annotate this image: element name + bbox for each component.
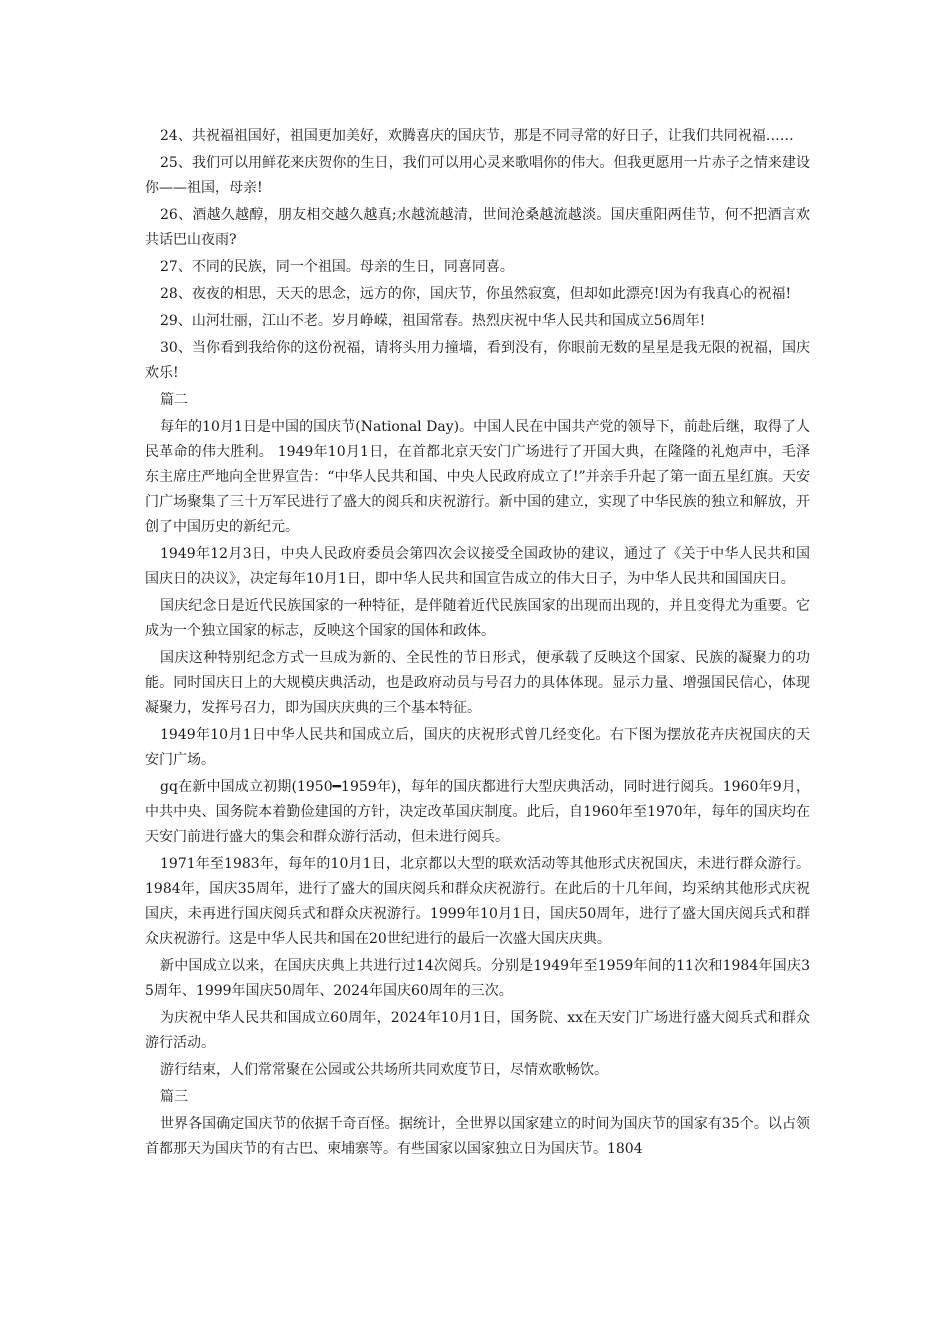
paragraph: 游行结束，人们常常聚在公园或公共场所共同欢度节日，尽情欢歌畅饮。 — [160, 1062, 608, 1078]
paragraph: 26、酒越久越醇，朋友相交越久越真;水越流越清，世间沧桑越流越淡。国庆重阳两佳节，何不把酒言欢共话巴山夜雨? — [145, 207, 810, 248]
paragraph: gq在新中国成立初期(1950━1959年)，每年的国庆都进行大型庆典活动，同时进行阅兵。1960年9月，中共中央、国务院本着勤俭建国的方针，决定改革国庆制度。此后，自1960年至1970年，每年的国庆均在天安门前进行盛大的集会和群众游行活动，但未进行阅兵。 — [145, 779, 810, 845]
paragraph: 每年的10月1日是中国的国庆节(National Day)。中国人民在中国共产党的领导下，前赴后继，取得了人民革命的伟大胜利。 1949年10月1日，在首都北京天安门广场进行了开国大典，在隆隆的礼炮声中，毛泽东主席庄严地向全世界宣告：“中华人民共和国、中央人民政府成立了!”并亲手升起了第一面五星红旗。天安门广场聚集了三十万军民进行了盛大的阅兵和庆祝游行。新中国的建立，实现了中华民族的独立和解放，开创了中国历史的新纪元。 — [145, 419, 810, 535]
paragraph: 国庆纪念日是近代民族国家的一种特征，是伴随着近代民族国家的出现而出现的，并且变得尤为重要。它成为一个独立国家的标志，反映这个国家的国体和政体。 — [145, 598, 810, 639]
paragraph: 为庆祝中华人民共和国成立60周年，2024年10月1日，国务院、xx在天安门广场进行盛大阅兵式和群众游行活动。 — [145, 1010, 810, 1051]
paragraph: 28、夜夜的相思，天天的思念，远方的你，国庆节，你虽然寂寞，但却如此漂亮!因为有我真心的祝福! — [160, 286, 792, 302]
section-heading: 篇三 — [160, 1089, 188, 1105]
paragraph: 1971年至1983年，每年的10月1日，北京都以大型的联欢活动等其他形式庆祝国庆，未进行群众游行。1984年，国庆35周年，进行了盛大的国庆阅兵和群众庆祝游行。在此后的十几年间，均采纳其他形式庆祝国庆，未再进行国庆阅兵式和群众庆祝游行。1999年10月1日，国庆50周年，进行了盛大国庆阅兵式和群众庆祝游行。这是中华人民共和国在20世纪进行的最后一次盛大国庆庆典。 — [145, 856, 810, 947]
paragraph: 1949年12月3日，中央人民政府委员会第四次会议接受全国政协的建议，通过了《关于中华人民共和国国庆日的决议》，决定每年10月1日，即中华人民共和国宣告成立的伟大日子，为中华人民共和国国庆日。 — [145, 546, 810, 587]
paragraph: 1949年10月1日中华人民共和国成立后，国庆的庆祝形式曾几经变化。右下图为摆放花卉庆祝国庆的天安门广场。 — [145, 727, 810, 768]
paragraph: 24、共祝福祖国好，祖国更加美好，欢腾喜庆的国庆节，那是不同寻常的好日子，让我们共同祝福…… — [160, 128, 794, 144]
paragraph: 国庆这种特别纪念方式一旦成为新的、全民性的节日形式，便承载了反映这个国家、民族的凝聚力的功能。同时国庆日上的大规模庆典活动，也是政府动员与号召力的具体体现。显示力量、增强国民信心，体现凝聚力，发挥号召力，即为国庆庆典的三个基本特征。 — [145, 650, 810, 716]
document-body — [145, 124, 810, 1164]
paragraph: 新中国成立以来，在国庆庆典上共进行过14次阅兵。分别是1949年至1959年间的11次和1984年国庆35周年、1999年国庆50周年、2024年国庆60周年的三次。 — [145, 958, 810, 999]
section-heading: 篇二 — [160, 392, 188, 408]
paragraph: 27、不同的民族，同一个祖国。母亲的生日，同喜同喜。 — [160, 259, 514, 275]
paragraph: 30、当你看到我给你的这份祝福，请将头用力撞墙，看到没有，你眼前无数的星星是我无限的祝福，国庆欢乐! — [145, 340, 810, 381]
paragraph: 世界各国确定国庆节的依据千奇百怪。据统计，全世界以国家建立的时间为国庆节的国家有35个。以占领首都那天为国庆节的有古巴、柬埔寨等。有些国家以国家独立日为国庆节。1804 — [145, 1116, 810, 1157]
paragraph: 25、我们可以用鲜花来庆贺你的生日，我们可以用心灵来歌唱你的伟大。但我更愿用一片赤子之情来建设你——祖国，母亲! — [145, 155, 810, 196]
paragraph: 29、山河壮丽，江山不老。岁月峥嵘，祖国常春。热烈庆祝中华人民共和国成立56周年! — [160, 313, 706, 329]
